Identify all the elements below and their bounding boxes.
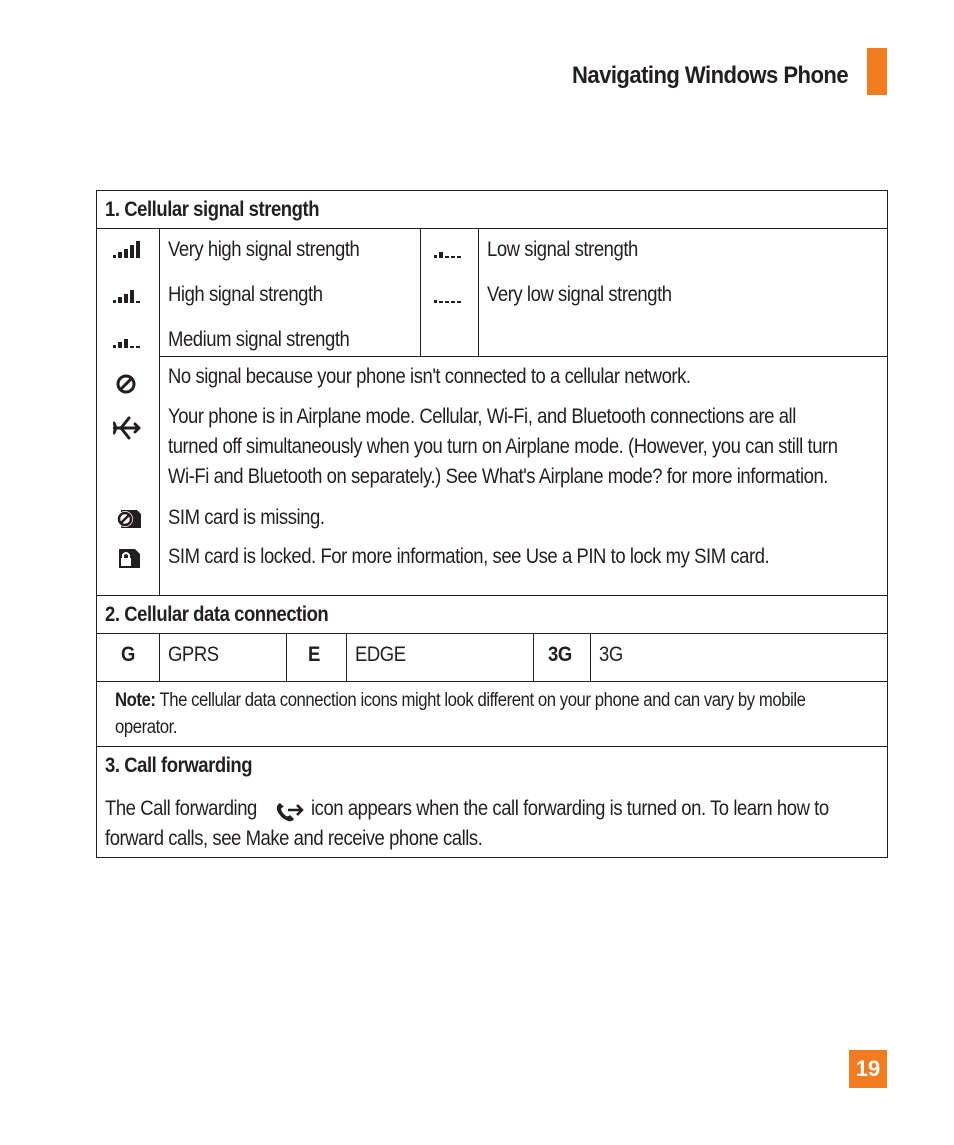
no-signal-text: No signal because your phone isn't connected to a cellular network. xyxy=(168,365,691,388)
call-forwarding-box xyxy=(96,746,888,858)
sim-locked-icon xyxy=(115,546,143,570)
gprs-symbol: G xyxy=(121,643,135,666)
signal-very-high-icon xyxy=(113,239,143,261)
divider xyxy=(420,229,421,356)
call-forwarding-text-line2: forward calls, see Make and receive phone calls. xyxy=(105,827,483,850)
signal-medium-icon xyxy=(113,329,143,351)
note-line xyxy=(115,690,806,712)
note-label: Note: xyxy=(115,690,156,711)
gprs-label: GPRS xyxy=(168,643,219,666)
divider xyxy=(97,228,887,229)
divider xyxy=(159,634,160,681)
airplane-text-line: Your phone is in Airplane mode. Cellular, Wi-Fi, and Bluetooth connections are all xyxy=(168,405,796,428)
divider xyxy=(590,634,591,681)
divider xyxy=(97,633,887,634)
signal-strength-table xyxy=(96,190,888,596)
signal-label: High signal strength xyxy=(168,283,323,306)
call-forwarding-text-end: icon appears when the call forwarding is turned on. To learn how to xyxy=(311,797,829,820)
no-signal-icon xyxy=(115,372,139,396)
page-title: Navigating Windows Phone xyxy=(571,62,848,89)
section-title: 2. Cellular data connection xyxy=(105,603,329,626)
airplane-text-line: Wi-Fi and Bluetooth on separately.) See What's Airplane mode? for more information. xyxy=(168,465,828,488)
call-forwarding-text-start: The Call forwarding xyxy=(105,797,257,820)
section-title: 3. Call forwarding xyxy=(105,754,253,777)
sim-locked-text: SIM card is locked. For more information, see Use a PIN to lock my SIM card. xyxy=(168,545,770,568)
signal-label: Very high signal strength xyxy=(168,238,360,261)
data-connection-table xyxy=(96,595,888,747)
signal-label: Very low signal strength xyxy=(487,283,672,306)
divider xyxy=(159,356,887,357)
divider xyxy=(97,681,887,682)
note-line: operator. xyxy=(115,717,178,738)
signal-very-low-icon xyxy=(434,284,466,306)
sim-missing-text: SIM card is missing. xyxy=(168,506,325,529)
call-forwarding-icon xyxy=(275,799,305,825)
signal-label: Medium signal strength xyxy=(168,328,350,351)
3g-symbol: 3G xyxy=(548,643,572,666)
divider xyxy=(346,634,347,681)
airplane-icon xyxy=(113,415,143,441)
edge-symbol: E xyxy=(308,643,320,666)
section-title: 1. Cellular signal strength xyxy=(105,198,320,221)
sim-missing-icon xyxy=(115,508,143,530)
signal-label: Low signal strength xyxy=(487,238,638,261)
divider xyxy=(478,229,479,356)
note-text: The cellular data connection icons might look different on your phone and can vary by mobile xyxy=(159,690,806,711)
signal-high-icon xyxy=(113,284,143,306)
divider xyxy=(286,634,287,681)
page-number: 19 xyxy=(849,1050,887,1088)
divider xyxy=(159,229,160,595)
divider xyxy=(533,634,534,681)
airplane-text-line: turned off simultaneously when you turn on Airplane mode. (However, you can still turn xyxy=(168,435,838,458)
3g-label: 3G xyxy=(599,643,623,666)
header-accent-tab xyxy=(867,48,887,95)
edge-label: EDGE xyxy=(355,643,406,666)
signal-low-icon xyxy=(434,239,466,261)
